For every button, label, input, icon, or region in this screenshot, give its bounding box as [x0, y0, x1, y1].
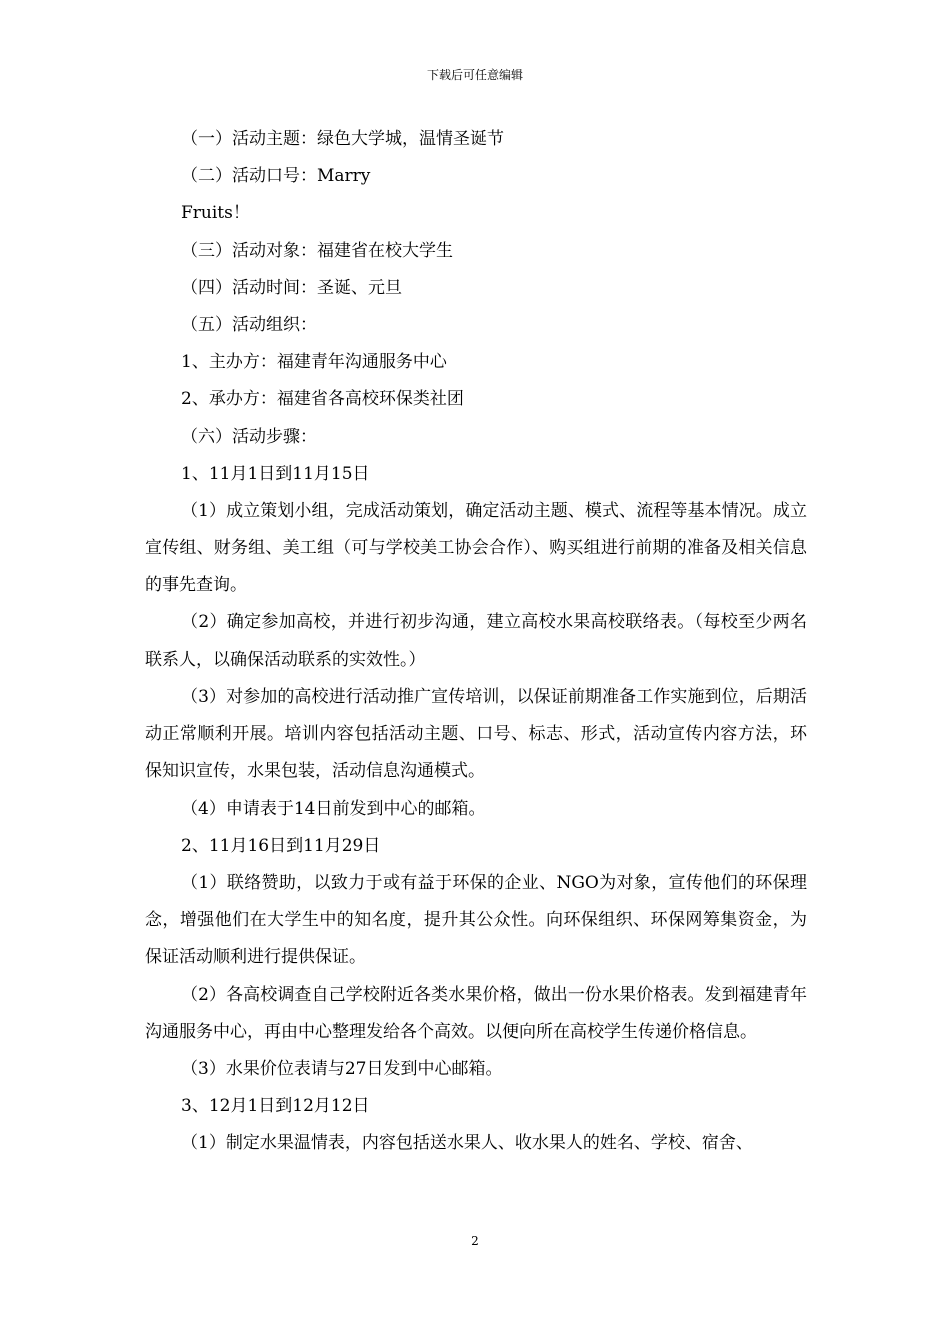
activity-time-line: （四）活动时间：圣诞、元旦: [181, 277, 402, 298]
document-body: [145, 121, 807, 1163]
activity-steps-heading: （六）活动步骤：: [181, 426, 317, 447]
page-header: 下载后可任意编辑: [426, 68, 523, 82]
step-2-paragraph: （1）联络赞助，以致力于或有益于环保的企业、NGO为对象，宣传他们的环保理念，增强他们在大学生中的知名度，提升其公众性。向环保组织、环保网筹集资金，为保证活动顺利进行提供保证。: [145, 872, 807, 968]
step-1-paragraph: （1）成立策划小组，完成活动策划，确定活动主题、模式、流程等基本情况。成立宣传组、财务组、美工组（可与学校美工协会合作）、购买组进行前期的准备及相关信息的事先查询。: [145, 500, 807, 596]
step-3-paragraph: （1）制定水果温情表，内容包括送水果人、收水果人的姓名、学校、宿舍、: [181, 1133, 753, 1154]
step-2-paragraph: （2）各高校调查自己学校附近各类水果价格，做出一份水果价格表。发到福建青年沟通服务中心，再由中心整理发给各个高效。以便向所在高校学生传递价格信息。: [145, 984, 807, 1042]
activity-slogan-continued: Fruits！: [181, 203, 250, 224]
step-1-title: 1、11月1日到11月15日: [181, 463, 370, 484]
organizer-line: 1、主办方：福建青年沟通服务中心: [181, 352, 447, 373]
activity-target-line: （三）活动对象：福建省在校大学生: [181, 240, 453, 261]
step-1-paragraph: （2）确定参加高校，并进行初步沟通，建立高校水果高校联络表。（每校至少两名联系人，以确保活动联系的实效性。）: [145, 612, 807, 670]
activity-slogan-line: （二）活动口号：Marry: [181, 166, 371, 187]
step-1-paragraph: （3）对参加的高校进行活动推广宣传培训，以保证前期准备工作实施到位，后期活动正常顺利开展。培训内容包括活动主题、口号、标志、形式，活动宣传内容方法，环保知识宣传，水果包装，活动信息沟通模式。: [145, 686, 807, 782]
step-3-title: 3、12月1日到12月12日: [181, 1096, 370, 1117]
co-organizer-line: 2、承办方：福建省各高校环保类社团: [181, 389, 464, 410]
step-2-paragraph: （3）水果价位表请与27日发到中心邮箱。: [181, 1058, 503, 1079]
page-number: 2: [471, 1234, 479, 1248]
activity-organization-heading: （五）活动组织：: [181, 314, 317, 335]
activity-theme-line: （一）活动主题：绿色大学城，温情圣诞节: [181, 129, 504, 149]
step-1-paragraph: （4）申请表于14日前发到中心的邮箱。: [181, 798, 486, 819]
step-2-title: 2、11月16日到11月29日: [181, 835, 381, 856]
